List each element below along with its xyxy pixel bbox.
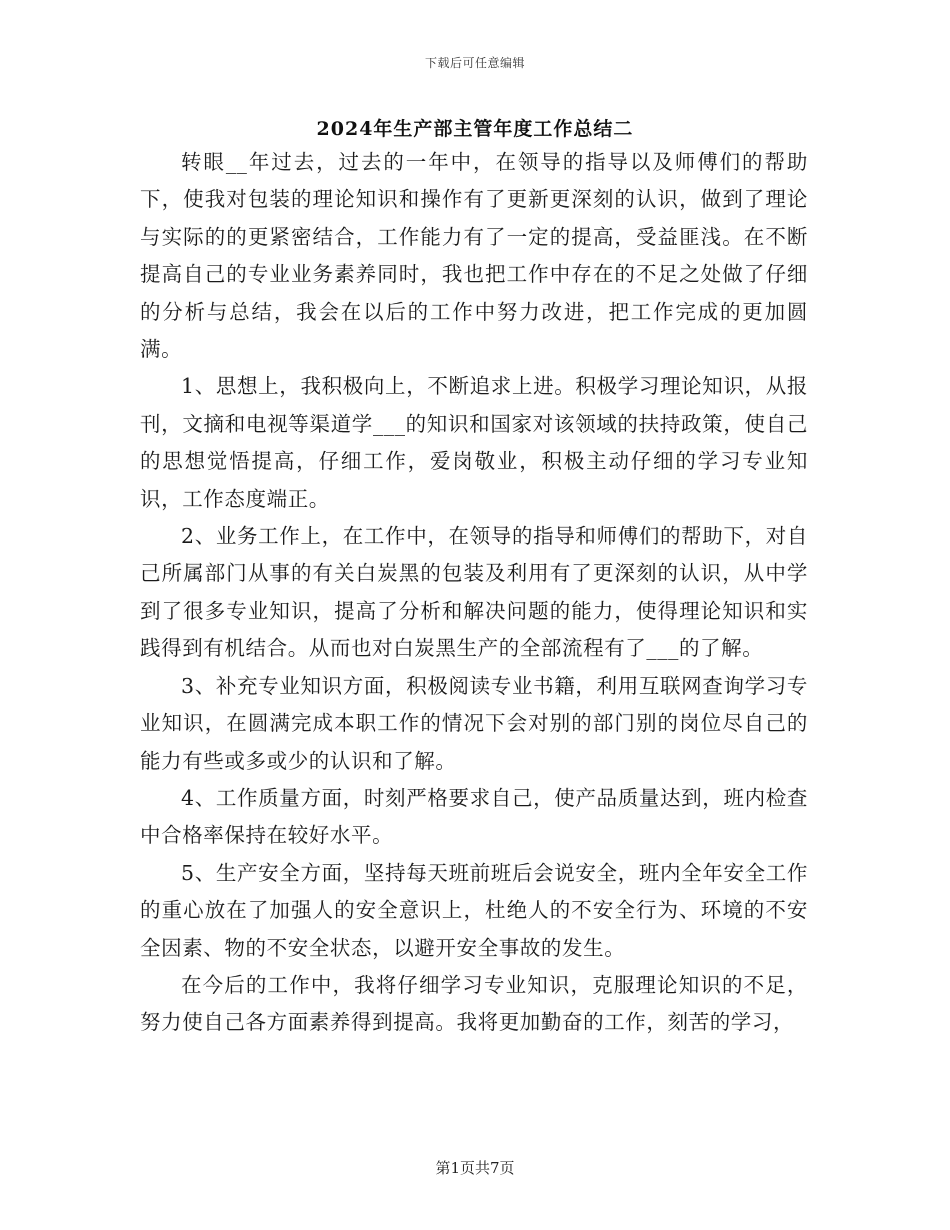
document-body (140, 144, 808, 1042)
paragraph-business-work: 2、业务工作上，在工作中，在领导的指导和师傅们的帮助下，对自己所属部门从事的有关白炭黑的包装及利用有了更深刻的认识，从中学到了很多专业知识，提高了分析和解决问题的能力，使得理论知识和实践得到有机结合。从而也对白炭黑生产的全部流程有了___的了解。 (140, 524, 808, 661)
paragraph-production-safety: 5、生产安全方面，坚持每天班前班后会说安全，班内全年安全工作的重心放在了加强人的安全意识上，杜绝人的不安全行为、环境的不安全因素、物的不安全状态，以避开安全事故的发生。 (140, 860, 808, 960)
paragraph-future-work: 在今后的工作中，我将仔细学习专业知识，克服理论知识的不足，努力使自己各方面素养得到提高。我将更加勤奋的工作，刻苦的学习， (140, 972, 808, 1035)
paragraph-professional-knowledge: 3、补充专业知识方面，积极阅读专业书籍，利用互联网查询学习专业知识，在圆满完成本职工作的情况下会对别的部门别的岗位尽自己的能力有些或多或少的认识和了解。 (140, 673, 808, 773)
paragraph-intro: 转眼__年过去，过去的一年中，在领导的指导以及师傅们的帮助下，使我对包装的理论知识和操作有了更新更深刻的认识，做到了理论与实际的的更紧密结合，工作能力有了一定的提高，受益匪浅。在不断提高自己的专业业务素养同时，我也把工作中存在的不足之处做了仔细的分析与总结，我会在以后的工作中努力改进，把工作完成的更加圆满。 (140, 150, 808, 362)
paragraph-thinking: 1、思想上，我积极向上，不断追求上进。积极学习理论知识，从报刊，文摘和电视等渠道学___的知识和国家对该领域的扶持政策，使自己的思想觉悟提高，仔细工作，爱岗敬业，积极主动仔细的学习专业知识，工作态度端正。 (140, 374, 808, 511)
header-note: 下载后可任意编辑 (424, 56, 525, 70)
paragraph-work-quality: 4、工作质量方面，时刻严格要求自己，使产品质量达到，班内检查中合格率保持在较好水平。 (140, 785, 808, 848)
document-title: 2024年生产部主管年度工作总结二 (316, 118, 634, 140)
page-number-footer: 第1页共7页 (435, 1159, 515, 1177)
